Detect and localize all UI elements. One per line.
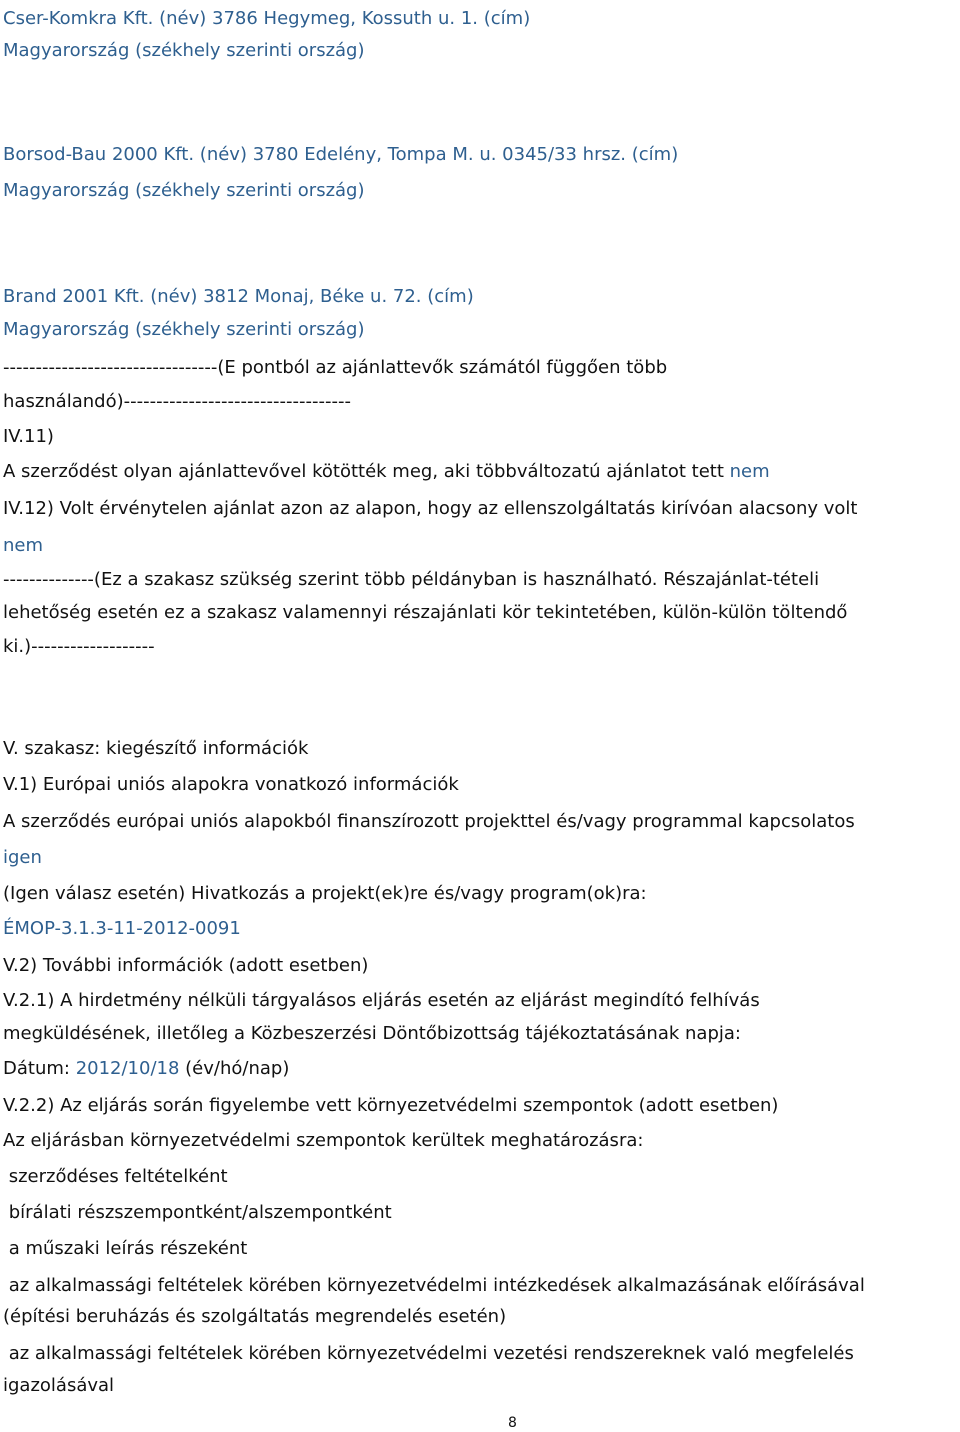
section-v1-reference-value: ÉMOP-3.1.3-11-2012-0091	[3, 918, 241, 939]
section-iv11-answer: nem	[729, 461, 770, 482]
section-v1-answer: igen	[3, 847, 42, 868]
entity-2-country-line: Magyarország (székhely szerinti ország)	[3, 180, 365, 201]
section-v-heading: V. szakasz: kiegészítő információk	[3, 738, 309, 759]
section-v1-reference-label: (Igen válasz esetén) Hivatkozás a projekt(ek)re és/vagy program(ok)ra:	[3, 883, 647, 904]
section-v21-line-1: V.2.1) A hirdetmény nélküli tárgyalásos eljárás esetén az eljárást megindító felhívás	[3, 990, 760, 1011]
v22-item-management-systems: az alkalmassági feltételek körében környezetvédelmi vezetési rendszereknek való megfelelés	[3, 1343, 854, 1364]
section-v1-heading: V.1) Európai uniós alapokra vonatkozó információk	[3, 774, 459, 795]
section-iv11-text: A szerződést olyan ajánlattevővel kötötték meg, aki többváltozatú ajánlatot tett	[3, 461, 730, 482]
section-v21-line-2: megküldésének, illetőleg a Közbeszerzési Döntőbizottság tájékoztatásának napja:	[3, 1023, 741, 1044]
v22-item-suitability-measures: az alkalmassági feltételek körében környezetvédelmi intézkedések alkalmazásának előírásával	[3, 1275, 865, 1296]
date-value: 2012/10/18	[75, 1058, 180, 1079]
v22-item-technical-specification: a műszaki leírás részeként	[3, 1238, 248, 1259]
entity-3-name-line: Brand 2001 Kft. (név) 3812 Monaj, Béke u. 72. (cím)	[3, 286, 474, 307]
section-v2-heading: V.2) További információk (adott esetben)	[3, 955, 369, 976]
date-label: Dátum:	[3, 1058, 76, 1079]
entity-2-name-line: Borsod-Bau 2000 Kft. (név) 3780 Edelény, Tompa M. u. 0345/33 hrsz. (cím)	[3, 144, 679, 165]
section-v1-question: A szerződés európai uniós alapokból finanszírozott projekttel és/vagy programmal kapcsolatos	[3, 811, 855, 832]
section-v22-heading: V.2.2) Az eljárás során figyelembe vett környezetvédelmi szempontok (adott esetben)	[3, 1095, 779, 1116]
v22-item-management-systems-cont: igazolásával	[3, 1375, 115, 1396]
separator-1-line-1: ---------------------------------(E pontból az ajánlattevők számától függően több	[3, 357, 668, 378]
separator-2-line-1: --------------(Ez a szakasz szükség szerint több példányban is használható. Részajánlat-tételi	[3, 569, 820, 590]
section-iv11-statement	[3, 458, 770, 486]
date-suffix: (év/hó/nap)	[179, 1058, 290, 1079]
entity-3-country-line: Magyarország (székhely szerinti ország)	[3, 319, 365, 340]
v22-item-evaluation-criterion: bírálati részszempontként/alszempontként	[3, 1202, 392, 1223]
v22-item-suitability-measures-cont: (építési beruházás és szolgáltatás megrendelés esetén)	[3, 1306, 507, 1327]
section-iv12-answer: nem	[3, 535, 44, 556]
section-v21-date	[3, 1055, 289, 1083]
entity-1-name-line: Cser-Komkra Kft. (név) 3786 Hegymeg, Kossuth u. 1. (cím)	[3, 8, 531, 29]
v22-item-contract-condition: szerződéses feltételként	[3, 1166, 228, 1187]
separator-2-line-3: ki.)-------------------	[3, 636, 155, 657]
section-iv11-heading: IV.11)	[3, 426, 54, 447]
section-v22-intro: Az eljárásban környezetvédelmi szempontok kerültek meghatározásra:	[3, 1130, 644, 1151]
entity-1-country-line: Magyarország (székhely szerinti ország)	[3, 40, 365, 61]
page-number: 8	[508, 1415, 517, 1431]
separator-1-line-2: használandó)-----------------------------------	[3, 391, 351, 412]
separator-2-line-2: lehetőség esetén ez a szakasz valamennyi részajánlati kör tekintetében, külön-külön töltendő	[3, 602, 848, 623]
section-iv12-text: IV.12) Volt érvénytelen ajánlat azon az alapon, hogy az ellenszolgáltatás kirívóan alacsony volt	[3, 498, 858, 519]
